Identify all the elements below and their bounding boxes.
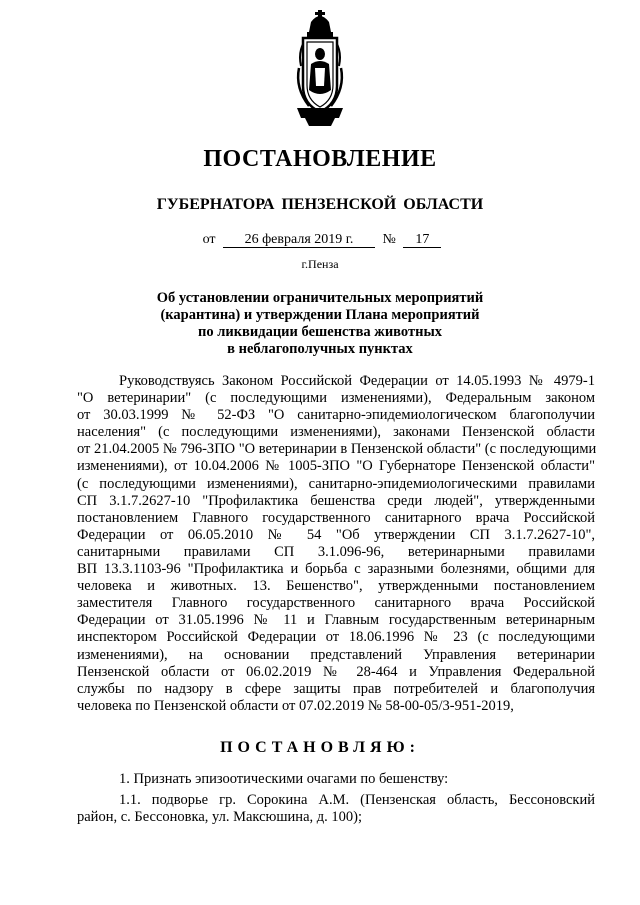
decree-heading: ПОСТАНОВЛЯЮ: [220,739,420,756]
preamble-line: Пензенской области от 06.02.2019 № 28-464 и Управления Федеральной [77,663,595,680]
preamble-line: заместителя Главного государственного санитарного врача Российской [77,595,595,612]
preamble-line: населения" (с последующими изменениями), законами Пензенской области [77,424,595,441]
preamble-line: службы по надзору в сфере защиты прав потребителей и благополучия [77,680,595,697]
preamble-line: СП 3.1.7.2627-10 "Профилактика бешенства среди людей", утвержденными [77,492,595,509]
issuer-subtitle: ГУБЕРНАТОРА ПЕНЗЕНСКОЙ ОБЛАСТИ [156,196,484,213]
city-label: г.Пенза [301,257,339,271]
preamble-line: Руководствуясь Законом Российской Федерации от 14.05.1993 № 4979-1 [119,373,595,389]
preamble-line: человека и животных. 13. Бешенство", утвержденными постановлением [77,578,595,595]
preamble-line: (с последующими изменениями), санитарно-эпидемиологическими правилами [77,475,595,492]
list-item-text: 1. Признать эпизоотическими очагами по бешенству: [119,771,449,787]
decree-date: 26 февраля 2019 г. [223,232,375,248]
subject-title-line: по ликвидации бешенства животных [197,324,443,340]
preamble-line: санитарными правилами СП 3.1.096-96, ветеринарными правилами [77,543,595,560]
preamble-line: ВП 13.3.1103-96 "Профилактика и борьба с заразными болезнями, общими для [77,561,595,578]
decree-number: 17 [403,232,441,248]
preamble-line: постановлением Главного государственного санитарного врача Российской [77,509,595,526]
preamble-line: человека по Пензенской области от 07.02.2019 № 58-00-05/3-951-2019, [77,697,514,714]
list-item-text: 1.1. подворье гр. Сорокина А.М. (Пензенская область, Бессоновский [119,792,595,808]
preamble-line: изменениями), на основании представлений Управления ветеринарии [77,646,595,663]
list-item-text: район, с. Бессоновка, ул. Максюшина, д. 100); [77,809,362,826]
preamble-line: инспектором Российской Федерации от 18.06.1996 № 23 (с последующими [77,629,595,646]
preamble-line: Федерации от 06.05.2010 № 54 "Об утверждении СП 3.1.7.2627-10", [77,526,595,543]
subject-title-line: Об установлении ограничительных мероприятий [156,290,484,306]
document-type-title: ПОСТАНОВЛЕНИЕ [203,146,437,172]
list-item-1 [77,771,595,788]
number-sign: № [382,232,396,247]
list-item-1-1 [77,792,595,826]
subject-title-line: (карантина) и утверждении Плана мероприятий [160,307,480,323]
preamble-line: Федерации от 31.05.1996 № 11 и Главным государственным ветеринарным [77,612,595,629]
subject-title-line: в неблагополучных пунктах [227,341,413,357]
preamble-line: от 21.04.2005 № 796-ЗПО "О ветеринарии в Пензенской области" (с последующими [77,441,597,458]
preamble-line: "О ветеринарии" (с последующими изменениями), Федеральным законом [77,390,595,407]
document-subject-title [0,290,640,358]
date-prefix: от [202,232,216,247]
penza-region-coat-of-arms-icon [289,8,351,128]
date-number-line [0,232,640,248]
preamble-line: изменениями), от 10.04.2006 № 1005-ЗПО "О Губернаторе Пензенской области" [77,458,595,475]
preamble-paragraph [77,373,595,715]
preamble-line: от 30.03.1999 № 52-ФЗ "О санитарно-эпидемиологическом благополучии [77,407,595,424]
